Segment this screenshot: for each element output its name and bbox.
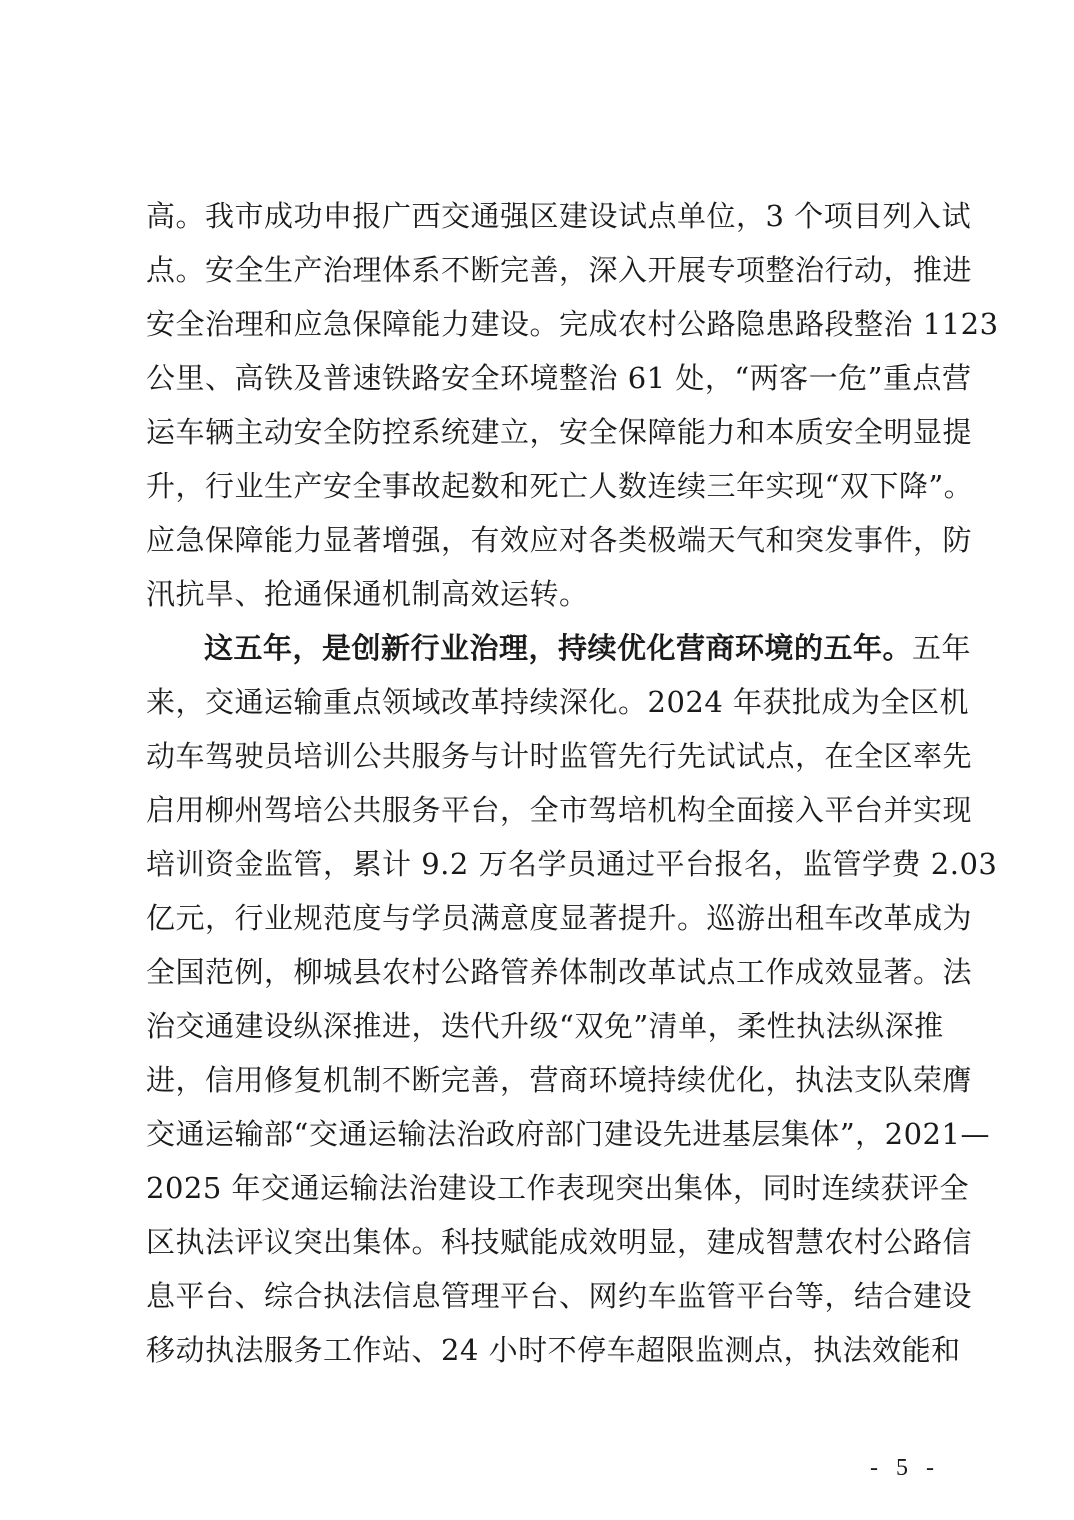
body-text-line: 动车驾驶员培训公共服务与计时监管先行先试试点，在全区率先 <box>146 739 973 773</box>
body-text-line: 高。我市成功申报广西交通强区建设试点单位，3 个项目列入试 <box>146 199 972 233</box>
body-text-line: 治交通建设纵深推进，迭代升级“双免”清单，柔性执法纵深推 <box>146 1009 944 1043</box>
body-text-line: 升，行业生产安全事故起数和死亡人数连续三年实现“双下降”。 <box>146 469 974 503</box>
body-text-line: 2025 年交通运输法治建设工作表现突出集体，同时连续获评全 <box>146 1171 970 1205</box>
body-text-line: 汛抗旱、抢通保通机制高效运转。 <box>146 577 589 611</box>
body-text-line: 启用柳州驾培公共服务平台，全市驾培机构全面接入平台并实现 <box>146 793 973 827</box>
body-text-fragment: 五年 <box>912 631 972 665</box>
body-text-line: 公里、高铁及普速铁路安全环境整治 61 处，“两客一危”重点营 <box>146 361 972 395</box>
body-text-line: 来，交通运输重点领域改革持续深化。2024 年获批成为全区机 <box>146 685 970 719</box>
body-text-line: 亿元，行业规范度与学员满意度显著提升。巡游出租车改革成为 <box>146 901 973 935</box>
paragraph-heading: 这五年，是创新行业治理，持续优化营商环境的五年。 <box>204 631 913 665</box>
page-number: - 5 - <box>870 1455 940 1481</box>
body-text-line: 培训资金监管，累计 9.2 万名学员通过平台报名，监管学费 2.03 <box>146 847 998 881</box>
paragraph-heading-line <box>204 624 972 672</box>
body-text-line: 交通运输部“交通运输法治政府部门建设先进基层集体”，2021— <box>146 1117 990 1151</box>
body-text-line: 移动执法服务工作站、24 小时不停车超限监测点，执法效能和 <box>146 1333 961 1367</box>
body-text-line: 全国范例，柳城县农村公路管养体制改革试点工作成效显著。法 <box>146 955 973 989</box>
body-text-line: 安全治理和应急保障能力建设。完成农村公路隐患路段整治 1123 <box>146 307 999 341</box>
body-text-line: 应急保障能力显著增强，有效应对各类极端天气和突发事件，防 <box>146 523 973 557</box>
body-text-line: 运车辆主动安全防控系统建立，安全保障能力和本质安全明显提 <box>146 415 973 449</box>
body-text-line: 点。安全生产治理体系不断完善，深入开展专项整治行动，推进 <box>146 253 973 287</box>
body-text-line: 区执法评议突出集体。科技赋能成效明显，建成智慧农村公路信 <box>146 1225 973 1259</box>
body-text-line: 息平台、综合执法信息管理平台、网约车监管平台等，结合建设 <box>146 1279 973 1313</box>
body-text-line: 进，信用修复机制不断完善，营商环境持续优化，执法支队荣膺 <box>146 1063 973 1097</box>
